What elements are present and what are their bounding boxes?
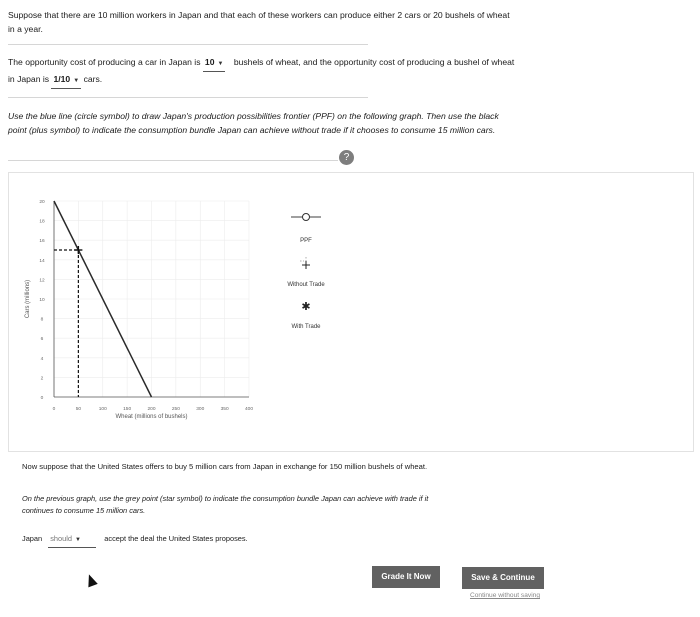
- y-tick-label: 16: [39, 239, 45, 245]
- wheat-opportunity-cost-dropdown[interactable]: [51, 72, 81, 89]
- graph-panel: [8, 172, 694, 452]
- divider: [8, 160, 338, 161]
- y-tick-label: 0: [40, 396, 44, 401]
- divider: [8, 44, 368, 45]
- with-trade-instruction-line-1: On the previous graph, use the grey point (star symbol) to indicate the consumption bundle Japan can achieve with trade if it: [22, 494, 429, 503]
- car-opportunity-cost-value: 10: [204, 57, 215, 67]
- answer-suffix: accept the deal the United States proposes.: [104, 534, 248, 543]
- offer-text: Now suppose that the United States offers to buy 5 million cars from Japan in exchange for 150 million bushels of wheat.: [22, 462, 428, 471]
- grade-it-now-button[interactable]: Grade It Now: [372, 566, 440, 588]
- y-axis-label: Cars (millions): [25, 279, 31, 319]
- ppf-graph[interactable]: [9, 173, 693, 451]
- x-tick-label: 150: [123, 407, 132, 412]
- x-tick-label: 350: [220, 407, 229, 412]
- y-tick-label: 14: [39, 258, 45, 264]
- y-tick-label: 2: [40, 376, 44, 382]
- without-trade-point[interactable]: [74, 246, 82, 254]
- y-tick-label: 6: [40, 337, 44, 343]
- car-opportunity-cost-dropdown[interactable]: [203, 55, 226, 72]
- y-tick-label: 18: [39, 219, 45, 225]
- opportunity-cost-text: [8, 55, 692, 89]
- answer-prefix: Japan: [22, 534, 43, 543]
- accept-deal-dropdown[interactable]: [48, 532, 96, 548]
- x-tick-label: 300: [196, 407, 205, 412]
- circle-icon: [303, 214, 310, 221]
- x-tick-label: 0: [52, 407, 56, 412]
- y-tick-label: 8: [40, 317, 44, 323]
- x-tick-label: 200: [147, 407, 156, 412]
- opp-text-3: in Japan is: [8, 74, 50, 84]
- x-tick-label: 400: [244, 407, 254, 412]
- chevron-down-icon: ▼: [73, 78, 80, 84]
- instruction-line-1: Use the blue line (circle symbol) to draw Japan's production possibilities frontier (PPF) on the following graph. Then use the black: [8, 111, 499, 121]
- legend-without-trade-label: Without Trade: [287, 282, 325, 288]
- save-and-continue-button[interactable]: Save & Continue: [462, 567, 544, 589]
- accept-deal-value: should: [50, 534, 72, 543]
- x-axis-label: Wheat (millions of bushels): [115, 414, 188, 420]
- x-tick-label: 100: [98, 407, 107, 412]
- x-tick-labels: [53, 406, 254, 412]
- opp-text-2: bushels of wheat, and the opportunity cost of producing a bushel of wheat: [233, 57, 515, 67]
- x-tick-label: 50: [75, 407, 82, 412]
- instruction-text: [8, 109, 692, 137]
- instruction-line-2: point (plus symbol) to indicate the consumption bundle Japan can achieve without trade if it chooses to consume 15 million cars.: [8, 125, 496, 135]
- opp-text-4: cars.: [83, 74, 103, 84]
- y-tick-label: 20: [39, 200, 45, 205]
- with-trade-instruction: [22, 493, 692, 517]
- ppf-tool[interactable]: [291, 214, 321, 221]
- chevron-down-icon: ▼: [74, 537, 81, 543]
- intro-text: [8, 8, 688, 36]
- opp-text-1: The opportunity cost of producing a car in Japan is: [8, 57, 201, 67]
- without-trade-guides: [54, 250, 78, 397]
- with-trade-instruction-line-2: continues to consume 15 million cars.: [22, 506, 146, 515]
- grid: [54, 201, 249, 397]
- mouse-cursor-icon: [84, 573, 98, 588]
- y-tick-labels: [39, 199, 45, 401]
- help-icon[interactable]: ?: [339, 150, 354, 165]
- y-tick-label: 10: [39, 298, 45, 303]
- without-trade-tool[interactable]: [300, 257, 310, 269]
- intro-line-1: Suppose that there are 10 million workers in Japan and that each of these workers can produce either 2 cars or 20 bushels of wheat: [8, 10, 510, 20]
- wheat-opportunity-cost-value: 1/10: [53, 74, 71, 84]
- intro-line-2: in a year.: [8, 24, 43, 34]
- continue-without-saving-link[interactable]: Continue without saving: [469, 592, 540, 599]
- legend-ppf-label: PPF: [300, 238, 312, 244]
- chevron-down-icon: ▼: [217, 61, 224, 67]
- legend-with-trade-label: With Trade: [291, 324, 321, 330]
- y-tick-label: 4: [40, 356, 44, 362]
- answer-line: [22, 532, 692, 548]
- x-tick-label: 250: [171, 407, 180, 412]
- divider: [8, 97, 368, 98]
- with-trade-tool[interactable]: [301, 301, 310, 313]
- star-icon: ✱: [301, 301, 311, 313]
- y-tick-label: 12: [39, 278, 45, 284]
